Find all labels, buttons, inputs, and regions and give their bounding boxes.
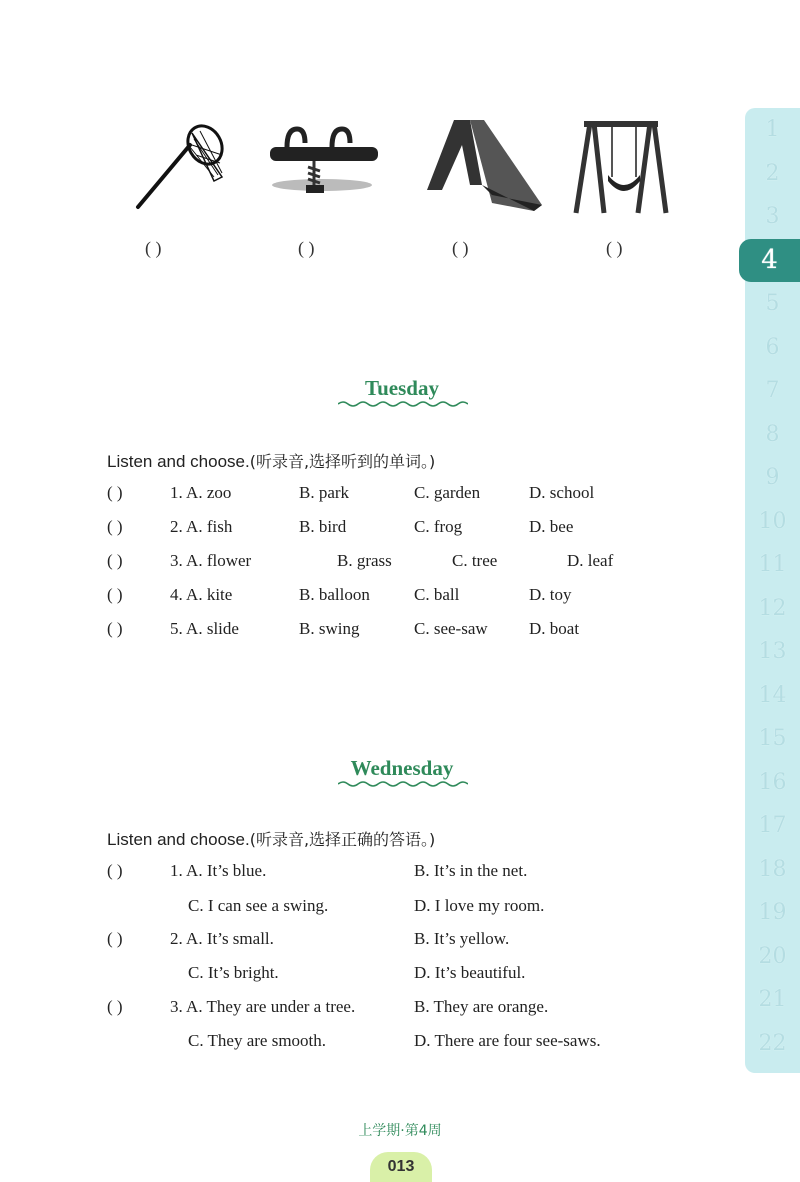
answer-bracket[interactable]: ( ) xyxy=(107,585,123,604)
picture-answer-paren-2[interactable]: ( ) xyxy=(298,238,315,258)
option-d: D. bee xyxy=(529,517,574,536)
option-a: 3. A. flower xyxy=(170,551,252,570)
option-c: C. They are smooth. xyxy=(188,1031,327,1050)
wednesday-instruction xyxy=(107,827,435,850)
footer-week-label: 上学期·第4周 xyxy=(358,1123,442,1139)
tuesday-heading: Tuesday xyxy=(365,376,439,400)
wednesday-heading: Wednesday xyxy=(350,756,454,780)
option-a: 1. A. zoo xyxy=(170,483,232,502)
week-tab-10[interactable]: 10 xyxy=(758,508,787,534)
picture-answer-paren-1[interactable]: ( ) xyxy=(145,238,162,258)
tuesday-wave-underline xyxy=(338,400,468,408)
option-c: C. see-saw xyxy=(414,619,488,638)
swing-icon xyxy=(570,115,690,220)
option-c: C. I can see a swing. xyxy=(188,896,329,915)
option-d: D. school xyxy=(529,483,595,502)
option-c: C. tree xyxy=(452,551,498,570)
week-tab-18[interactable]: 18 xyxy=(758,856,787,882)
week-tab-14[interactable]: 14 xyxy=(758,682,787,708)
week-tab-21[interactable]: 21 xyxy=(758,987,787,1013)
option-d: D. leaf xyxy=(567,551,614,570)
option-c: C. ball xyxy=(414,585,460,604)
week-tab-15[interactable]: 15 xyxy=(758,726,787,752)
week-tab-7[interactable]: 7 xyxy=(765,378,780,404)
instruction-en: Listen and choose. xyxy=(107,452,250,471)
option-b: B. balloon xyxy=(299,585,370,604)
option-b: B. park xyxy=(299,483,350,502)
answer-bracket[interactable]: ( ) xyxy=(107,483,123,502)
week-tab-3[interactable]: 3 xyxy=(765,204,780,230)
option-b: B. grass xyxy=(337,551,392,570)
option-a: 4. A. kite xyxy=(170,585,233,604)
tuesday-instruction xyxy=(107,449,435,472)
answer-bracket[interactable]: ( ) xyxy=(107,619,123,638)
butterfly-net-icon xyxy=(130,115,250,220)
answer-bracket[interactable]: ( ) xyxy=(107,861,123,880)
week-tab-17[interactable]: 17 xyxy=(758,813,787,839)
option-b: B. swing xyxy=(299,619,360,638)
answer-bracket[interactable]: ( ) xyxy=(107,997,123,1016)
option-d: D. toy xyxy=(529,585,572,604)
option-d: D. I love my room. xyxy=(414,896,545,915)
option-c: C. garden xyxy=(414,483,481,502)
instruction-cn: (听录音,选择正确的答语。) xyxy=(249,830,436,849)
picture-answer-paren-3[interactable]: ( ) xyxy=(452,238,469,258)
option-a: 2. A. fish xyxy=(170,517,233,536)
week-tab-4[interactable]: 4 xyxy=(739,239,800,283)
week-tab-12[interactable]: 12 xyxy=(758,595,787,621)
week-tab-20[interactable]: 20 xyxy=(758,943,787,969)
option-c: C. frog xyxy=(414,517,463,536)
answer-bracket[interactable]: ( ) xyxy=(107,551,123,570)
option-a: 2. A. It’s small. xyxy=(170,929,274,948)
seesaw-icon xyxy=(262,115,382,220)
option-c: C. It’s bright. xyxy=(188,963,279,982)
week-tab-9[interactable]: 9 xyxy=(765,465,780,491)
answer-bracket[interactable]: ( ) xyxy=(107,929,123,948)
option-a: 5. A. slide xyxy=(170,619,239,638)
option-d: D. There are four see-saws. xyxy=(414,1031,601,1050)
week-tab-11[interactable]: 11 xyxy=(758,552,787,578)
week-tab-5[interactable]: 5 xyxy=(765,291,780,317)
option-a: 3. A. They are under a tree. xyxy=(170,997,356,1016)
week-tab-2[interactable]: 2 xyxy=(765,160,780,186)
option-d: D. boat xyxy=(529,619,580,638)
wednesday-wave-underline xyxy=(338,780,468,788)
option-d: D. It’s beautiful. xyxy=(414,963,526,982)
week-tab-13[interactable]: 13 xyxy=(758,639,787,665)
week-tab-22[interactable]: 22 xyxy=(758,1030,787,1056)
week-tab-6[interactable]: 6 xyxy=(765,334,780,360)
week-tab-16[interactable]: 16 xyxy=(758,769,787,795)
option-b: B. They are orange. xyxy=(414,997,549,1016)
week-tab-1[interactable]: 1 xyxy=(765,117,780,143)
option-b: B. bird xyxy=(299,517,347,536)
picture-answer-paren-4[interactable]: ( ) xyxy=(606,238,623,258)
instruction-cn: (听录音,选择听到的单词。) xyxy=(249,452,436,471)
page-number: 013 xyxy=(370,1152,432,1182)
answer-bracket[interactable]: ( ) xyxy=(107,517,123,536)
option-a: 1. A. It’s blue. xyxy=(170,861,267,880)
week-tab-8[interactable]: 8 xyxy=(765,421,780,447)
option-b: B. It’s in the net. xyxy=(414,861,528,880)
week-tab-19[interactable]: 19 xyxy=(758,900,787,926)
option-b: B. It’s yellow. xyxy=(414,929,510,948)
slide-icon xyxy=(422,115,542,220)
instruction-en: Listen and choose. xyxy=(107,830,250,849)
week-tab-strip xyxy=(745,108,800,1073)
